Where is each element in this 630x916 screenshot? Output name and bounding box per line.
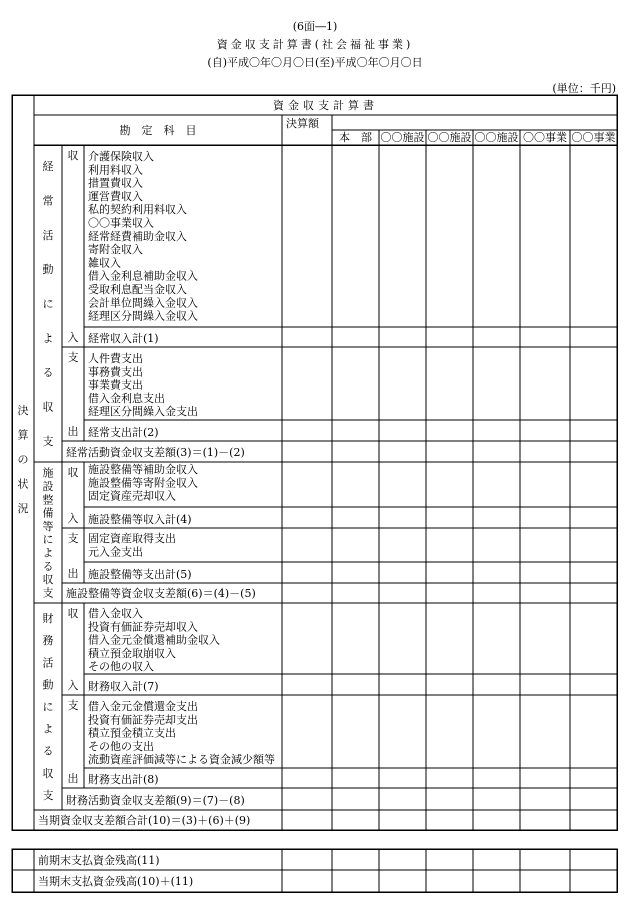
income-item: 会計単位間繰入金収入 [88, 296, 198, 310]
section-label-char: 備 [42, 506, 54, 520]
column-header-5: 〇〇事業 [523, 131, 567, 144]
income-item: 施設整備等寄附金収入 [88, 476, 198, 490]
unit-label: (単位：千円) [552, 82, 616, 95]
section-difference: 経常活動資金収支差額(3)＝(1)－(2) [66, 446, 245, 459]
section-label-char: 整 [42, 493, 54, 507]
section-label-char: る [42, 744, 54, 758]
income-item: 受取利息配当金収入 [88, 283, 187, 296]
section-label-char: 動 [42, 263, 54, 277]
income-total: 財務収入計(7) [88, 680, 159, 693]
section-difference: 施設整備等資金収支差額(6)＝(4)－(5) [66, 587, 256, 600]
income-item: 措置費収入 [88, 176, 143, 190]
income-mark: 入 [67, 512, 79, 525]
section-label-char: 財 [42, 612, 54, 626]
income-total: 経常収入計(1) [88, 332, 159, 345]
expense-item: 借入金利息支出 [88, 391, 165, 405]
column-header-1: 本 部 [339, 131, 372, 144]
income-item: 固定資産売却収入 [88, 489, 176, 503]
outer-label-char: 状 [17, 477, 29, 491]
income-mark: 入 [67, 331, 79, 344]
income-item: 借入金利息補助金収入 [88, 269, 198, 283]
expense-total: 施設整備等支出計(5) [88, 568, 192, 581]
section-label-char: 支 [42, 434, 54, 448]
current-total: 当期資金収支差額合計(10)＝(3)＋(6)＋(9) [38, 814, 251, 827]
expense-mark: 出 [67, 567, 79, 580]
section-label-char: に [42, 700, 54, 714]
income-item: 運営費収入 [88, 189, 143, 203]
expense-item: 人件費支出 [88, 352, 143, 365]
expense-item: 事務費支出 [88, 365, 143, 379]
expense-item: 投資有価証券売却支出 [88, 713, 198, 727]
outer-label-char: の [17, 453, 29, 466]
income-item: その他の収入 [88, 660, 154, 674]
section-difference: 財務活動資金収支差額(9)＝(7)－(8) [66, 794, 245, 807]
expense-total: 経常支出計(2) [88, 426, 159, 439]
section-label-char: 等 [42, 519, 54, 533]
settlement-header: 決算額 [286, 117, 319, 130]
form-number: (6面―1) [292, 20, 338, 33]
income-item: 投資有価証券売却収入 [88, 620, 198, 634]
section-label-char: よ [42, 546, 54, 560]
expense-item: 借入金元金償還金支出 [88, 700, 198, 713]
income-item: 施設整備等補助金収入 [88, 463, 198, 476]
period-line: (自)平成〇年〇月〇日(至)平成〇年〇月〇日 [207, 56, 423, 69]
section-label-char: よ [42, 722, 54, 736]
income-item: 私的契約利用料収入 [88, 203, 187, 217]
income-item: 利用料収入 [88, 163, 143, 177]
income-item: 寄附金収入 [88, 243, 143, 257]
column-header-6: 〇〇事業 [571, 131, 616, 144]
column-header-2: 〇〇施設 [380, 131, 425, 144]
section-label-char: に [42, 533, 54, 547]
outer-label-char: 況 [17, 501, 29, 515]
section-label-char: 収 [42, 766, 54, 780]
expense-item: その他の支出 [88, 739, 154, 753]
income-mark: 収 [67, 607, 79, 620]
income-mark: 収 [67, 149, 79, 162]
section-label-char: 施 [42, 466, 54, 480]
expense-total: 財務支出計(8) [88, 773, 159, 786]
section-label-char: 設 [42, 479, 54, 493]
income-item: 積立預金取崩収入 [88, 646, 176, 660]
section-label-char: 支 [42, 788, 54, 802]
section-label-char: る [42, 559, 54, 573]
table-caption: 資金収支計算書 [273, 99, 378, 112]
expense-item: 事業費支出 [88, 378, 143, 392]
section-label-char: よ [42, 331, 54, 345]
income-item: 経常経費補助金収入 [88, 229, 187, 243]
expense-mark: 支 [67, 699, 79, 712]
income-mark: 入 [67, 679, 79, 692]
ending-balance: 当期末支払資金残高(10)＋(11) [38, 875, 194, 888]
income-item: 経理区分間繰入金収入 [88, 309, 198, 323]
section-label-char: 務 [42, 634, 54, 648]
income-item: 借入金収入 [88, 607, 143, 620]
section-label-char: 活 [42, 656, 54, 670]
income-item: 介護保険収入 [88, 150, 154, 163]
section-label-char: 常 [42, 194, 54, 208]
expense-item: 固定資産取得支出 [88, 532, 176, 545]
income-item: 雑収入 [88, 256, 121, 270]
section-label-char: 支 [42, 586, 54, 600]
expense-mark: 支 [67, 351, 79, 364]
income-item: 借入金元金償還補助金収入 [88, 633, 220, 647]
column-header-3: 〇〇施設 [427, 131, 472, 144]
section-label-char: 収 [42, 400, 54, 414]
section-label-char: る [42, 366, 54, 380]
account-header: 勘 定 科 目 [119, 124, 197, 137]
expense-item: 経理区分間繰入金支出 [88, 405, 198, 419]
section-label-char: 活 [42, 228, 54, 242]
income-total: 施設整備等収入計(4) [88, 513, 192, 526]
expense-mark: 支 [67, 532, 79, 545]
column-header-4: 〇〇施設 [474, 131, 519, 144]
outer-label-char: 算 [17, 428, 29, 442]
document-title: 資金収支計算書(社会福祉事業) [216, 38, 414, 51]
section-label-char: に [42, 297, 54, 311]
expense-mark: 出 [67, 772, 79, 785]
prior-balance: 前期末支払資金残高(11) [38, 854, 160, 867]
expense-item: 流動資産評価減等による資金減少額等 [88, 753, 275, 767]
expense-item: 元入金支出 [88, 545, 143, 559]
section-label-char: 経 [42, 160, 54, 174]
expense-item: 積立預金積立支出 [88, 726, 176, 740]
expense-mark: 出 [67, 425, 79, 438]
income-item: 〇〇事業収入 [88, 216, 154, 230]
outer-label-char: 決 [17, 404, 29, 418]
section-label-char: 動 [42, 678, 54, 692]
section-label-char: 収 [42, 573, 54, 587]
income-mark: 収 [67, 466, 79, 479]
